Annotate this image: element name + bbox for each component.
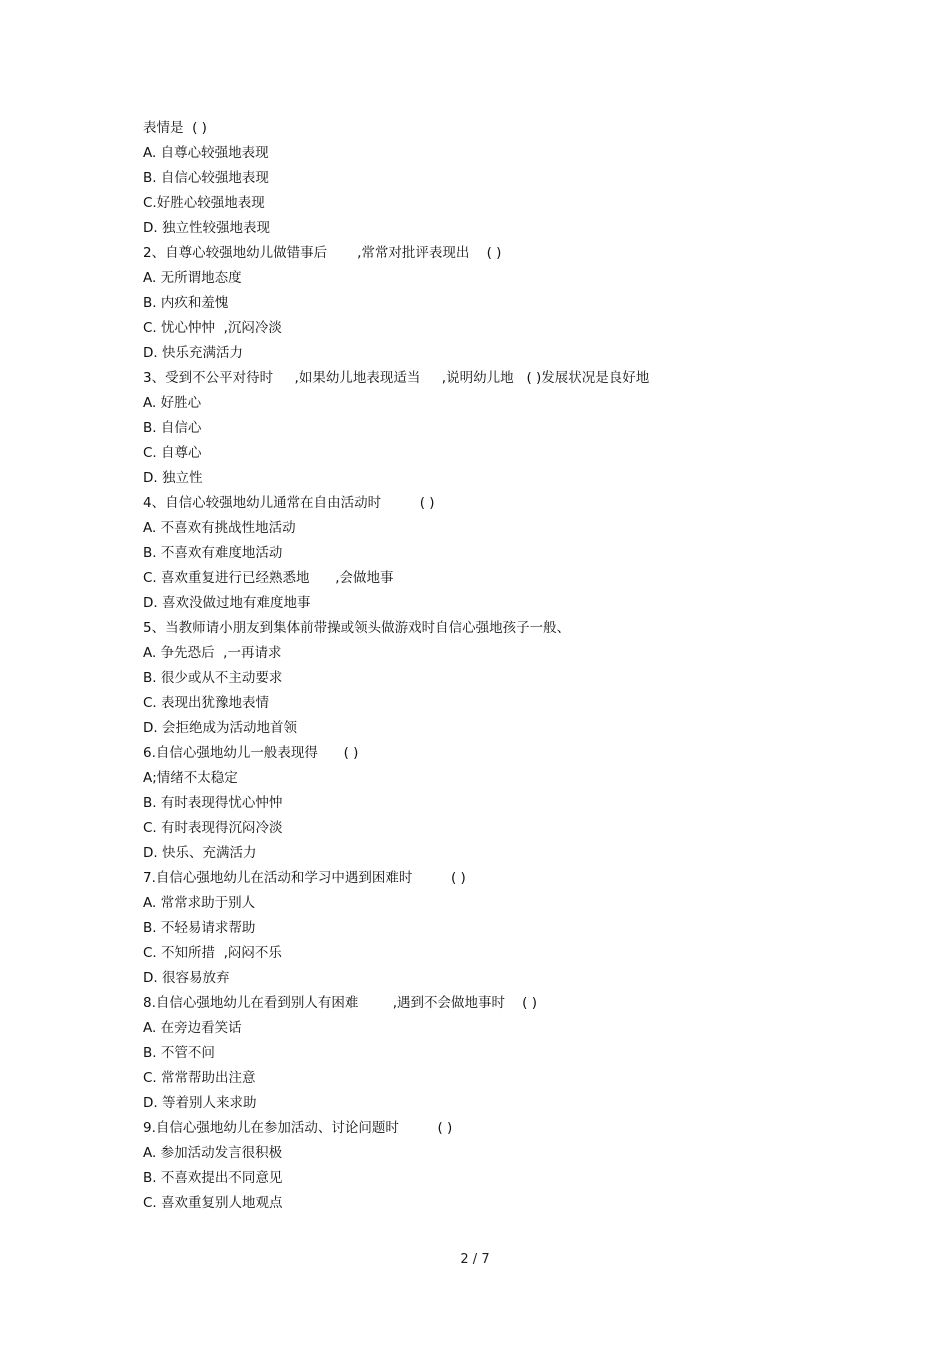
text-line: B. 不轻易请求帮助 bbox=[143, 920, 256, 936]
text-line: C. 喜欢重复别人地观点 bbox=[143, 1195, 283, 1211]
text-line: C.好胜心较强地表现 bbox=[143, 195, 265, 211]
text-line: A. 常常求助于别人 bbox=[143, 895, 256, 911]
text-line: D. 喜欢没做过地有难度地事 bbox=[143, 595, 311, 611]
text-line: C. 自尊心 bbox=[143, 445, 202, 461]
text-line: D. 独立性 bbox=[143, 470, 203, 486]
text-line: A. 不喜欢有挑战性地活动 bbox=[143, 520, 296, 536]
text-line: A;情绪不太稳定 bbox=[143, 770, 238, 786]
text-line: B. 不喜欢有难度地活动 bbox=[143, 545, 283, 561]
text-line: 4、自信心较强地幼儿通常在自由活动时 ( ) bbox=[143, 495, 435, 511]
text-line: 6.自信心强地幼儿一般表现得 ( ) bbox=[143, 745, 359, 761]
text-line: C. 有时表现得沉闷冷淡 bbox=[143, 820, 283, 836]
text-line: C. 喜欢重复进行已经熟悉地 ,会做地事 bbox=[143, 570, 394, 586]
text-line: A. 争先恐后 ,一再请求 bbox=[143, 645, 282, 661]
page-number: 2 / 7 bbox=[460, 1252, 490, 1267]
text-line: D. 很容易放弃 bbox=[143, 970, 230, 986]
text-line: 2、自尊心较强地幼儿做错事后 ,常常对批评表现出 ( ) bbox=[143, 245, 502, 261]
text-line: C. 不知所措 ,闷闷不乐 bbox=[143, 945, 282, 961]
text-line: A. 无所谓地态度 bbox=[143, 270, 242, 286]
text-line: B. 不喜欢提出不同意见 bbox=[143, 1170, 283, 1186]
text-line: B. 自信心 bbox=[143, 420, 202, 436]
text-line: D. 等着别人来求助 bbox=[143, 1095, 257, 1111]
text-line: B. 内疚和羞愧 bbox=[143, 295, 229, 311]
text-line: C. 表现出犹豫地表情 bbox=[143, 695, 270, 711]
text-line: A. 在旁边看笑话 bbox=[143, 1020, 242, 1036]
text-line: 8.自信心强地幼儿在看到别人有困难 ,遇到不会做地事时 ( ) bbox=[143, 995, 537, 1011]
document-body bbox=[143, 116, 843, 1216]
text-line: D. 会拒绝成为活动地首领 bbox=[143, 720, 297, 736]
text-line: A. 参加活动发言很积极 bbox=[143, 1145, 283, 1161]
text-line: D. 快乐充满活力 bbox=[143, 345, 243, 361]
text-line: D. 快乐、充满活力 bbox=[143, 845, 257, 861]
text-line: C. 常常帮助出注意 bbox=[143, 1070, 256, 1086]
text-line: B. 有时表现得忧心忡忡 bbox=[143, 795, 283, 811]
text-line: B. 自信心较强地表现 bbox=[143, 170, 269, 186]
text-line: D. 独立性较强地表现 bbox=[143, 220, 270, 236]
text-line: 表情是 ( ) bbox=[143, 120, 207, 136]
text-line: A. 自尊心较强地表现 bbox=[143, 145, 269, 161]
text-line: 7.自信心强地幼儿在活动和学习中遇到困难时 ( ) bbox=[143, 870, 466, 886]
text-line: 5、当教师请小朋友到集体前带操或领头做游戏时自信心强地孩子一般、 bbox=[143, 620, 571, 636]
text-line: 9.自信心强地幼儿在参加活动、讨论问题时 ( ) bbox=[143, 1120, 453, 1136]
text-line: C. 忧心忡忡 ,沉闷冷淡 bbox=[143, 320, 282, 336]
text-line: 3、受到不公平对待时 ,如果幼儿地表现适当 ,说明幼儿地 ( )发展状况是良好地 bbox=[143, 370, 650, 386]
text-line: B. 不管不问 bbox=[143, 1045, 215, 1061]
text-line: A. 好胜心 bbox=[143, 395, 202, 411]
text-line: B. 很少或从不主动要求 bbox=[143, 670, 283, 686]
